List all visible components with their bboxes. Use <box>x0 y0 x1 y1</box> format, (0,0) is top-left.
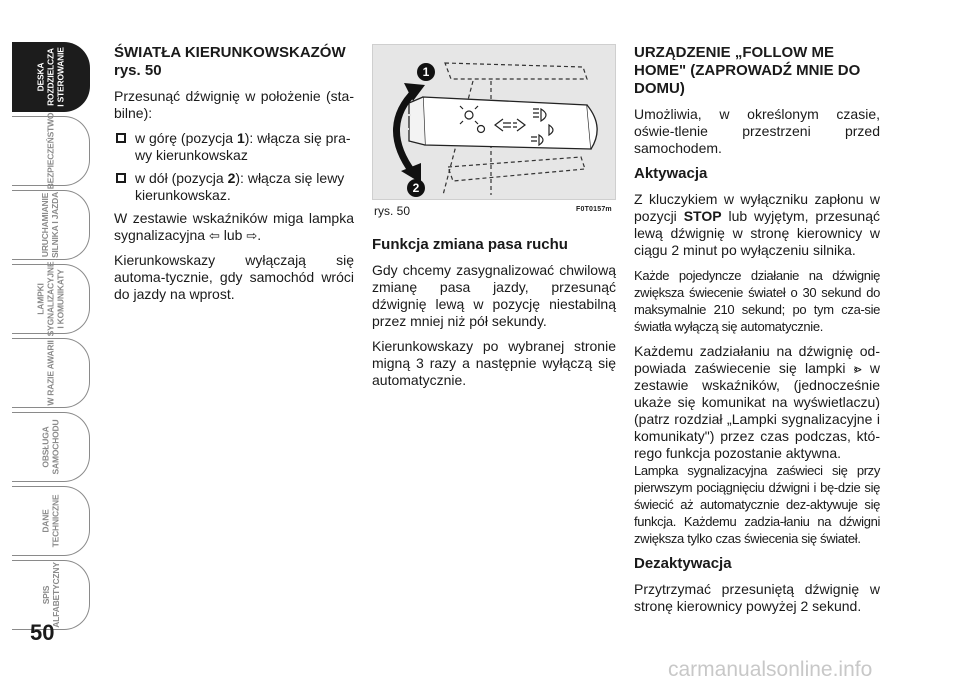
paragraph: Gdy chcemy zasygnalizować chwilową zmianę pasa jazdy, przesunąć dźwignię lewą w pozycję niestabilną przez mniej niż pół sekundy. <box>372 262 616 329</box>
tab-dane-techniczne[interactable] <box>12 486 90 556</box>
paragraph: W zestawie wskaźników miga lampka sygnalizacyjna ⇦ lub ⇨. <box>114 210 354 243</box>
tab-lampki[interactable] <box>12 261 90 337</box>
subheading-activation: Aktywacja <box>634 165 708 182</box>
headlight-icon: ⩺ <box>853 360 862 376</box>
column-lane-change <box>372 236 616 397</box>
tab-label: LAMPKI SYGNALIZACYJNE I KOMUNIKATY <box>35 261 66 337</box>
tab-label: OBSŁUGA SAMOCHODU <box>40 419 61 475</box>
tab-obsluga[interactable] <box>12 412 90 482</box>
list-item <box>114 170 354 204</box>
column-turn-signals <box>114 44 354 311</box>
paragraph: Z kluczykiem w wyłączniku zapłonu w pozycji STOP lub wyjętym, przesunąć lewą dźwignię w stronę kierownicy w ciągu 2 minut po wyłączeniu silnika. <box>634 191 880 258</box>
section-heading: ŚWIATŁA KIERUNKOWSKAZÓW rys. 50 <box>114 44 346 79</box>
subheading-deactivation: Dezaktywacja <box>634 555 732 572</box>
paragraph: Każdemu zadziałaniu na dźwignię od-powiada zaświecenie się lampki ⩺ w zestawie wskaźników, (jednocześnie ukaże się komunikat na wyświetlaczu) (patrz rozdział „Lampki sygnalizacyjne i komunikaty") przez czas podczas, któ-rego funkcja pozostanie aktywna. <box>634 343 881 461</box>
list-item <box>114 130 354 164</box>
paragraph: Każde pojedyncze działanie na dźwignię zwiększa świecenie świateł o 30 sekund do maksymalnie 210 sekund; po tym cza-sie światła wyłączą się automatycznie. <box>634 268 880 334</box>
tab-label: SPIS ALFABETYCZNY <box>40 562 61 628</box>
left-arrow-icon: ⇦ <box>208 228 220 243</box>
tab-label: DANE TECHNICZNE <box>40 494 61 548</box>
paragraph: Lampka sygnalizacyjna zaświeci się przy pierwszym pociągnięciu dźwigni i bę-dzie się świecić aż automatycznie dez-aktywuje się funkcja. Każdemu zadzia-łaniu na dźwigni zwiększa tylko czas świecenia się świateł. <box>634 463 880 546</box>
tab-bezpieczenstwo[interactable] <box>12 112 90 190</box>
figure-code: F0T0157m <box>576 206 612 213</box>
page-number: 50 <box>30 620 55 645</box>
section-heading: Funkcja zmiana pasa ruchu <box>372 236 568 253</box>
bullet-box-icon <box>116 173 126 183</box>
lever-illustration <box>372 44 616 200</box>
section-heading: URZĄDZENIE „FOLLOW ME HOME" (ZAPROWADŹ MNIE DO DOMU) <box>634 44 861 97</box>
tab-deska-rozdzielcza[interactable] <box>12 42 90 112</box>
tab-label: BEZPIECZEŃSTWO <box>45 112 56 190</box>
paragraph: Kierunkowskazy po wybranej stronie migną 3 razy a następnie wyłączą się automatycznie. <box>372 338 616 388</box>
figure-caption: rys. 50 <box>374 204 411 218</box>
column-follow-me-home <box>634 44 880 623</box>
tab-label: DESKA ROZDZIELCZA I STEROWANIE <box>35 47 66 107</box>
list-item-text: w dół (pozycja 2): włącza się lewy kierunkowskaz. <box>135 170 345 203</box>
paragraph: Umożliwia, w określonym czasie, oświe-tlenie przestrzeni przed samochodem. <box>634 106 880 156</box>
right-arrow-icon: ⇨ <box>246 228 258 243</box>
paragraph: Przesunąć dźwignię w położenie (sta-bilne): <box>114 88 354 121</box>
lever-drawing <box>373 45 615 199</box>
bullet-box-icon <box>116 133 126 143</box>
tab-awarie[interactable] <box>12 338 90 408</box>
paragraph: Przytrzymać przesuniętą dźwignię w stronę kierownicy powyżej 2 sekund. <box>634 581 880 614</box>
tab-uruchamianie[interactable] <box>12 190 90 260</box>
tab-label: W RAZIE AWARII <box>45 340 56 406</box>
paragraph: Kierunkowskazy wyłączają się automa-tycznie, gdy samochód wróci do jazdy na wprost. <box>114 252 354 302</box>
position-marker-1: 1 <box>417 63 435 81</box>
tab-label: URUCHAMIANIE SILNIKA I JAZDA <box>40 191 61 259</box>
watermark: carmanualsonline.info <box>668 658 873 681</box>
position-marker-2: 2 <box>407 179 425 197</box>
list-item-text: w górę (pozycja 1): włącza się pra-wy kierunkowskaz <box>135 130 351 163</box>
